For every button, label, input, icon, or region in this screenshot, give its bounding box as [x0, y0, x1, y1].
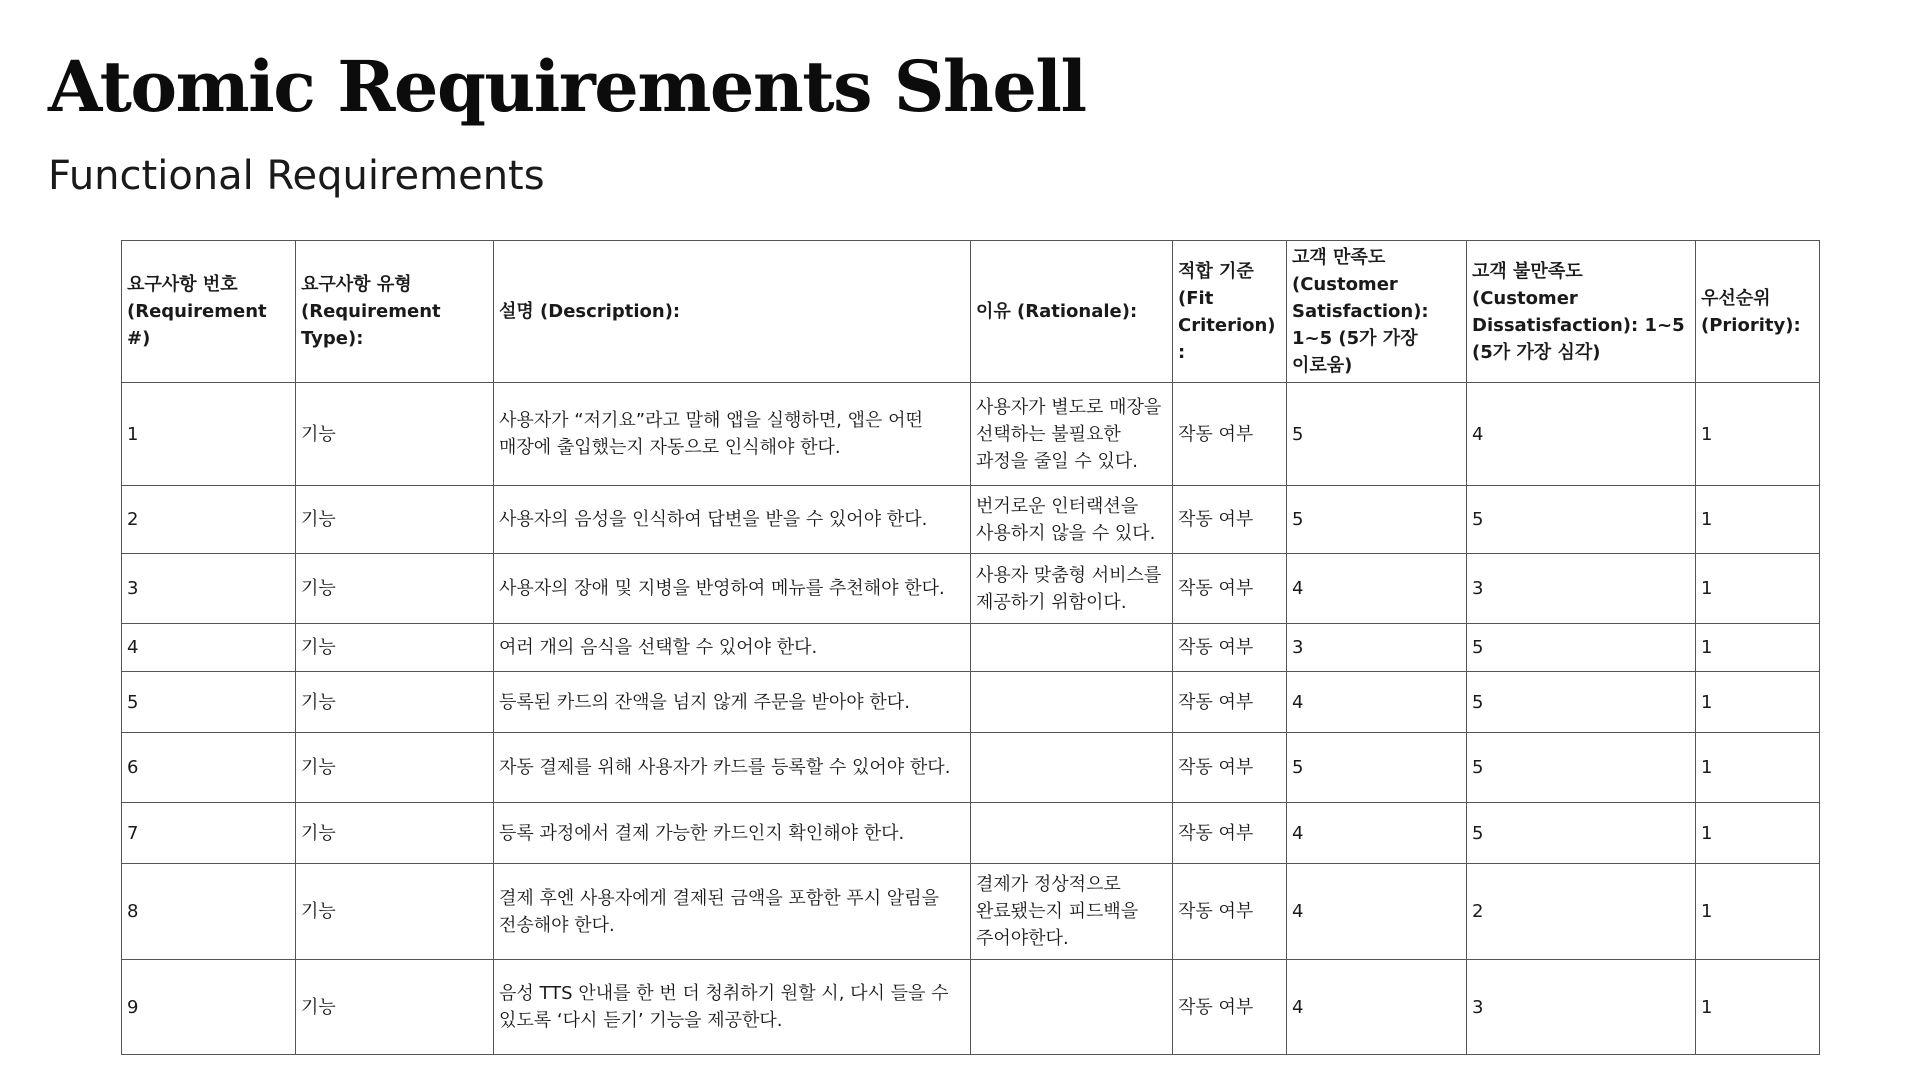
- cell-requirement-number: 6: [122, 733, 296, 803]
- cell-description: 자동 결제를 위해 사용자가 카드를 등록할 수 있어야 한다.: [494, 733, 971, 803]
- cell-fit-criterion: 작동 여부: [1173, 486, 1287, 554]
- cell-requirement-number: 5: [122, 672, 296, 733]
- cell-description: 등록 과정에서 결제 가능한 카드인지 확인해야 한다.: [494, 803, 971, 864]
- cell-priority: 1: [1696, 864, 1820, 960]
- table-row: [122, 733, 1820, 803]
- cell-rationale: 결제가 정상적으로 완료됐는지 피드백을 주어야한다.: [971, 864, 1173, 960]
- cell-requirement-type: 기능: [296, 733, 494, 803]
- cell-description: 사용자가 “저기요”라고 말해 앱을 실행하면, 앱은 어떤 매장에 출입했는지 자동으로 인식해야 한다.: [494, 383, 971, 486]
- header-rationale: 이유 (Rationale):: [971, 241, 1173, 383]
- cell-description: 사용자의 장애 및 지병을 반영하여 메뉴를 추천해야 한다.: [494, 554, 971, 624]
- cell-fit-criterion: 작동 여부: [1173, 554, 1287, 624]
- header-customer-satisfaction: 고객 만족도 (Customer Satisfaction): 1~5 (5가 가장 이로움): [1287, 241, 1467, 383]
- table-row: [122, 803, 1820, 864]
- cell-priority: 1: [1696, 554, 1820, 624]
- cell-requirement-number: 7: [122, 803, 296, 864]
- cell-customer-satisfaction: 4: [1287, 554, 1467, 624]
- cell-description: 사용자의 음성을 인식하여 답변을 받을 수 있어야 한다.: [494, 486, 971, 554]
- cell-customer-satisfaction: 3: [1287, 624, 1467, 672]
- cell-rationale: 번거로운 인터랙션을 사용하지 않을 수 있다.: [971, 486, 1173, 554]
- cell-requirement-type: 기능: [296, 960, 494, 1055]
- cell-description: 여러 개의 음식을 선택할 수 있어야 한다.: [494, 624, 971, 672]
- cell-fit-criterion: 작동 여부: [1173, 383, 1287, 486]
- cell-requirement-number: 8: [122, 864, 296, 960]
- table-row: [122, 383, 1820, 486]
- cell-customer-dissatisfaction: 3: [1467, 960, 1696, 1055]
- cell-fit-criterion: 작동 여부: [1173, 960, 1287, 1055]
- requirements-table: [121, 240, 1820, 1055]
- table-row: [122, 672, 1820, 733]
- cell-customer-dissatisfaction: 5: [1467, 803, 1696, 864]
- cell-priority: 1: [1696, 672, 1820, 733]
- cell-description: 결제 후엔 사용자에게 결제된 금액을 포함한 푸시 알림을 전송해야 한다.: [494, 864, 971, 960]
- table-row: [122, 864, 1820, 960]
- cell-rationale: [971, 733, 1173, 803]
- cell-customer-satisfaction: 5: [1287, 486, 1467, 554]
- cell-customer-dissatisfaction: 4: [1467, 383, 1696, 486]
- cell-customer-dissatisfaction: 2: [1467, 864, 1696, 960]
- cell-fit-criterion: 작동 여부: [1173, 624, 1287, 672]
- header-description: 설명 (Description):: [494, 241, 971, 383]
- cell-description: 등록된 카드의 잔액을 넘지 않게 주문을 받아야 한다.: [494, 672, 971, 733]
- cell-customer-satisfaction: 4: [1287, 960, 1467, 1055]
- table-row: [122, 624, 1820, 672]
- cell-priority: 1: [1696, 803, 1820, 864]
- cell-requirement-number: 1: [122, 383, 296, 486]
- header-requirement-type: 요구사항 유형 (Requirement Type):: [296, 241, 494, 383]
- cell-requirement-number: 2: [122, 486, 296, 554]
- table-row: [122, 486, 1820, 554]
- cell-fit-criterion: 작동 여부: [1173, 803, 1287, 864]
- cell-customer-satisfaction: 4: [1287, 672, 1467, 733]
- cell-rationale: [971, 672, 1173, 733]
- page-subtitle: Functional Requirements: [48, 153, 545, 199]
- cell-requirement-type: 기능: [296, 672, 494, 733]
- header-requirement-number: 요구사항 번호 (Requirement #): [122, 241, 296, 383]
- cell-priority: 1: [1696, 486, 1820, 554]
- cell-fit-criterion: 작동 여부: [1173, 672, 1287, 733]
- cell-customer-dissatisfaction: 5: [1467, 486, 1696, 554]
- table-row: [122, 960, 1820, 1055]
- cell-customer-dissatisfaction: 5: [1467, 672, 1696, 733]
- cell-rationale: [971, 803, 1173, 864]
- cell-customer-dissatisfaction: 5: [1467, 733, 1696, 803]
- cell-priority: 1: [1696, 624, 1820, 672]
- cell-rationale: 사용자 맞춤형 서비스를 제공하기 위함이다.: [971, 554, 1173, 624]
- cell-requirement-number: 3: [122, 554, 296, 624]
- cell-requirement-type: 기능: [296, 864, 494, 960]
- cell-rationale: 사용자가 별도로 매장을 선택하는 불필요한 과정을 줄일 수 있다.: [971, 383, 1173, 486]
- cell-requirement-type: 기능: [296, 803, 494, 864]
- cell-customer-satisfaction: 5: [1287, 733, 1467, 803]
- cell-requirement-type: 기능: [296, 486, 494, 554]
- cell-requirement-number: 9: [122, 960, 296, 1055]
- cell-rationale: [971, 624, 1173, 672]
- header-fit-criterion: 적합 기준 (Fit Criterion):: [1173, 241, 1287, 383]
- cell-customer-satisfaction: 4: [1287, 803, 1467, 864]
- header-customer-dissatisfaction: 고객 불만족도 (Customer Dissatisfaction): 1~5 (5가 가장 심각): [1467, 241, 1696, 383]
- page-title: Atomic Requirements Shell: [48, 45, 1086, 128]
- cell-requirement-type: 기능: [296, 554, 494, 624]
- cell-priority: 1: [1696, 960, 1820, 1055]
- cell-customer-dissatisfaction: 3: [1467, 554, 1696, 624]
- table-header-row: [122, 241, 1820, 383]
- header-priority: 우선순위 (Priority):: [1696, 241, 1820, 383]
- cell-priority: 1: [1696, 733, 1820, 803]
- cell-priority: 1: [1696, 383, 1820, 486]
- cell-customer-satisfaction: 5: [1287, 383, 1467, 486]
- cell-requirement-number: 4: [122, 624, 296, 672]
- cell-customer-satisfaction: 4: [1287, 864, 1467, 960]
- table-row: [122, 554, 1820, 624]
- cell-requirement-type: 기능: [296, 624, 494, 672]
- cell-rationale: [971, 960, 1173, 1055]
- cell-requirement-type: 기능: [296, 383, 494, 486]
- cell-customer-dissatisfaction: 5: [1467, 624, 1696, 672]
- cell-fit-criterion: 작동 여부: [1173, 864, 1287, 960]
- cell-description: 음성 TTS 안내를 한 번 더 청취하기 원할 시, 다시 들을 수 있도록 ‘다시 듣기’ 기능을 제공한다.: [494, 960, 971, 1055]
- cell-fit-criterion: 작동 여부: [1173, 733, 1287, 803]
